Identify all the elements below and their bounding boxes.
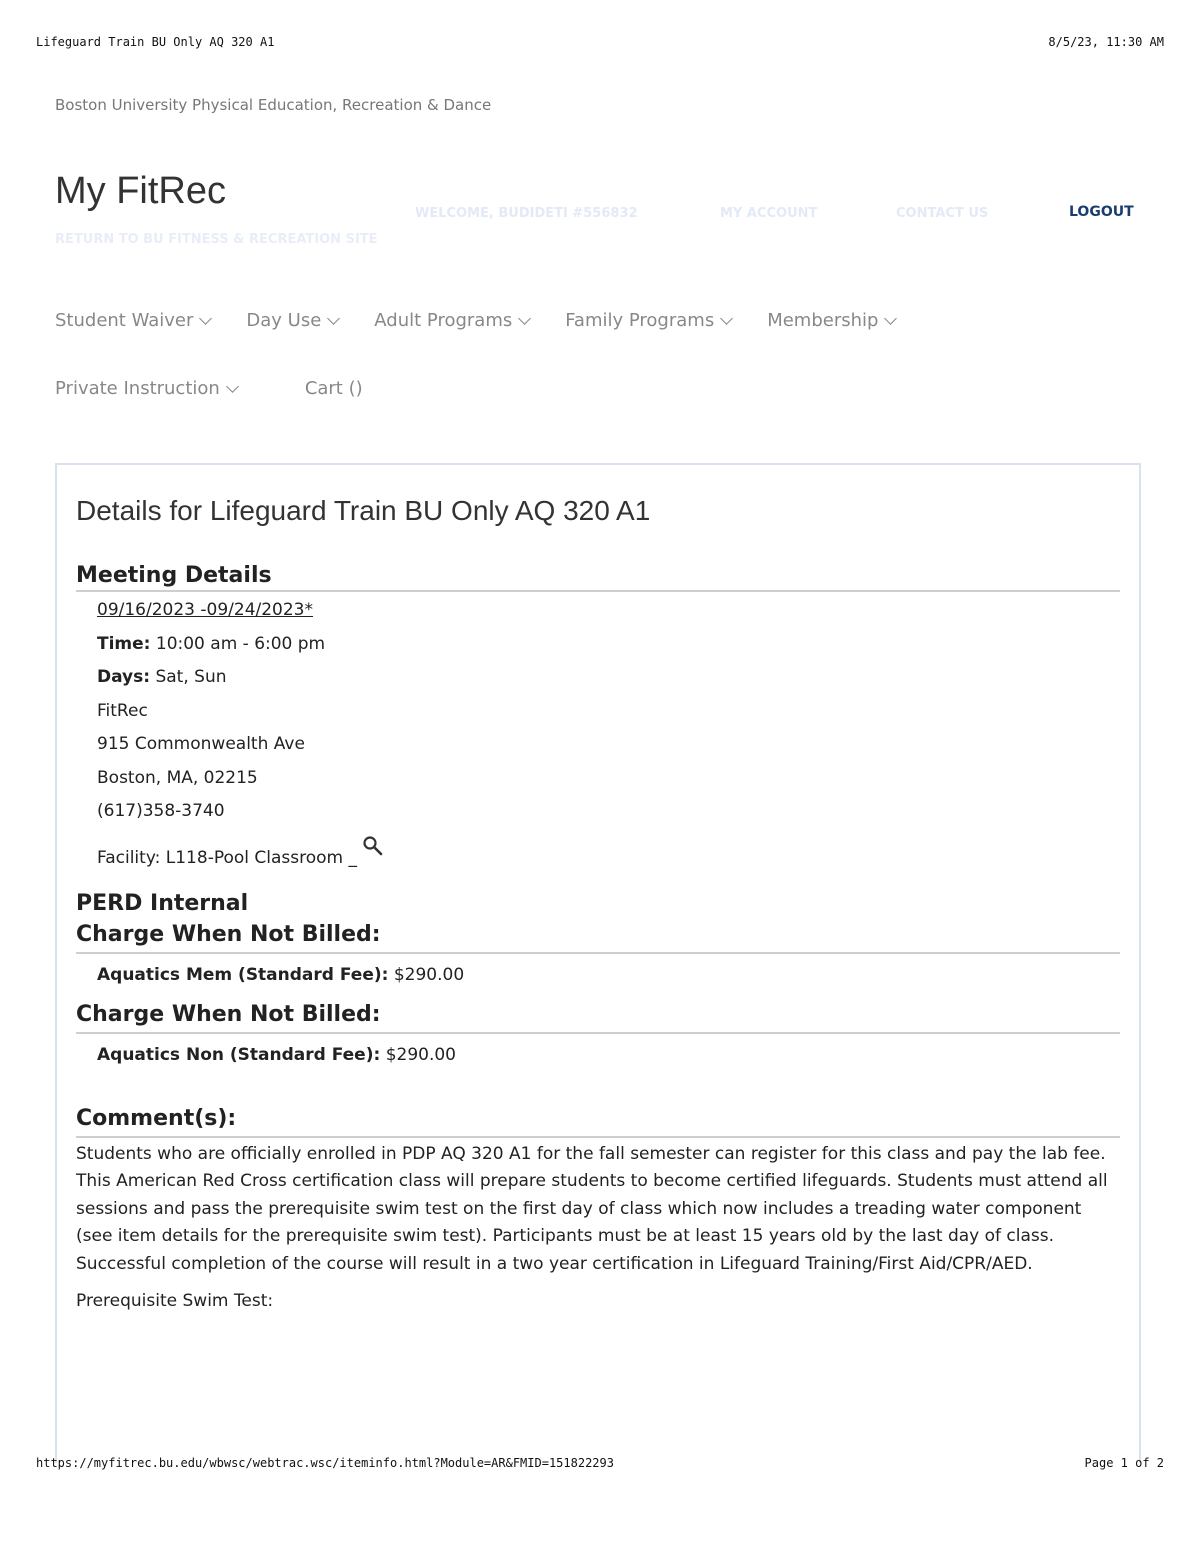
date-range-link[interactable]: 09/16/2023 -09/24/2023* xyxy=(97,600,314,620)
location-name: FitRec xyxy=(97,700,148,721)
charge-heading-2: Charge When Not Billed: xyxy=(76,1002,381,1027)
cart-label: Cart () xyxy=(304,378,363,399)
comments-heading: Comment(s): xyxy=(76,1105,237,1131)
phone-line: (617)358-3740 xyxy=(97,801,225,821)
menu-label: Adult Programs xyxy=(374,310,513,331)
address-line: 915 Commonwealth Ave xyxy=(97,734,305,754)
print-footer-page: Page 1 of 2 xyxy=(1084,1456,1164,1470)
charge-heading-1-wrap xyxy=(76,920,1120,954)
time-value: 10:00 am - 6:00 pm xyxy=(155,633,326,654)
site-title[interactable]: My FitRec xyxy=(55,170,226,212)
charge-heading-2-wrap xyxy=(76,1000,1120,1034)
comment-paragraph-3: Prerequisite Swim Test: xyxy=(76,1291,274,1311)
city-line: Boston, MA, 02215 xyxy=(97,767,258,788)
fee-1-row xyxy=(97,959,1120,993)
fee-2-label: Aquatics Non (Standard Fee): xyxy=(97,1045,381,1065)
comment-paragraph-1: Students who are officially enrolled in PDP AQ 320 A1 for the fall semester can register for this class and pay the lab fee. xyxy=(76,1143,1106,1164)
menu-adult-programs[interactable] xyxy=(374,310,529,331)
page-title: Details for Lifeguard Train BU Only AQ 320 A1 xyxy=(76,495,651,526)
chevron-down-icon xyxy=(226,380,239,393)
return-to-site-link[interactable]: RETURN TO BU FITNESS & RECREATION SITE xyxy=(55,232,378,247)
print-header xyxy=(36,35,1164,49)
menu-student-waiver[interactable] xyxy=(55,310,210,331)
search-icon[interactable] xyxy=(362,829,384,851)
menu-day-use[interactable] xyxy=(246,310,338,331)
my-account-link[interactable]: MY ACCOUNT xyxy=(720,206,818,221)
chevron-down-icon xyxy=(720,312,733,325)
date-range-row xyxy=(97,594,1120,628)
comments-body xyxy=(76,1141,1120,1316)
time-row xyxy=(97,628,1120,662)
days-value: Sat, Sun xyxy=(155,667,227,687)
days-label: Days: xyxy=(97,667,151,687)
facility-row xyxy=(97,829,1120,869)
chevron-down-icon xyxy=(885,312,898,325)
print-footer-url: https://myfitrec.bu.edu/wbwsc/webtrac.wsc/iteminfo.html?Module=AR&FMID=151822293 xyxy=(36,1456,614,1470)
fee-1 xyxy=(76,959,1120,993)
logout-link[interactable]: LOGOUT xyxy=(1069,204,1134,220)
print-footer xyxy=(36,1456,1164,1470)
perd-heading-wrap xyxy=(76,887,1120,920)
fee-1-value: $290.00 xyxy=(393,964,465,985)
time-label: Time: xyxy=(97,633,151,654)
meeting-details-heading: Meeting Details xyxy=(76,563,272,588)
print-header-datetime: 8/5/23, 11:30 AM xyxy=(1048,35,1164,49)
perd-heading: PERD Internal xyxy=(76,890,249,916)
meeting-details xyxy=(76,594,1120,869)
menu-label: Family Programs xyxy=(565,310,715,331)
facility-text: Facility: L118-Pool Classroom _ xyxy=(97,847,358,868)
meeting-details-heading-wrap xyxy=(76,563,1120,592)
contact-us-link[interactable]: CONTACT US xyxy=(896,206,989,221)
menu-private-instruction[interactable] xyxy=(55,378,237,399)
fee-1-label: Aquatics Mem (Standard Fee): xyxy=(97,964,389,985)
fee-2-row xyxy=(97,1039,1120,1073)
details-panel xyxy=(55,463,1141,1463)
welcome-link[interactable]: WELCOME, BUDIDETI #556832 xyxy=(415,206,638,221)
chevron-down-icon xyxy=(327,312,340,325)
chevron-down-icon xyxy=(518,312,531,325)
menu-membership[interactable] xyxy=(767,310,895,331)
menu-label: Day Use xyxy=(246,310,322,331)
menu-label: Student Waiver xyxy=(55,310,194,331)
menu-label: Private Instruction xyxy=(55,378,220,399)
comment-paragraph-2: This American Red Cross certification class will prepare students to become certified lifeguards. Students must attend all sessions and pass the prerequisite swim test on the first day of class which now includes a treading water component (see item details for the prerequisite swim test). Participants must be at least 15 years old by the last day of class. Successful completion of the course will result in a two year certification in Lifeguard Training/First Aid/CPR/AED. xyxy=(76,1171,1108,1274)
main-menu xyxy=(55,310,931,331)
days-row xyxy=(97,661,1120,695)
main-menu-row-2 xyxy=(55,378,399,399)
chevron-down-icon xyxy=(200,312,213,325)
comments-heading-wrap xyxy=(76,1104,1120,1138)
fee-2-value: $290.00 xyxy=(385,1045,456,1065)
menu-label: Membership xyxy=(767,310,879,331)
fee-2 xyxy=(76,1039,1120,1073)
org-name: Boston University Physical Education, Recreation & Dance xyxy=(55,96,492,114)
print-header-title: Lifeguard Train BU Only AQ 320 A1 xyxy=(36,35,275,49)
charge-heading-1: Charge When Not Billed: xyxy=(76,921,381,947)
menu-cart[interactable] xyxy=(305,378,363,399)
menu-family-programs[interactable] xyxy=(565,310,731,331)
